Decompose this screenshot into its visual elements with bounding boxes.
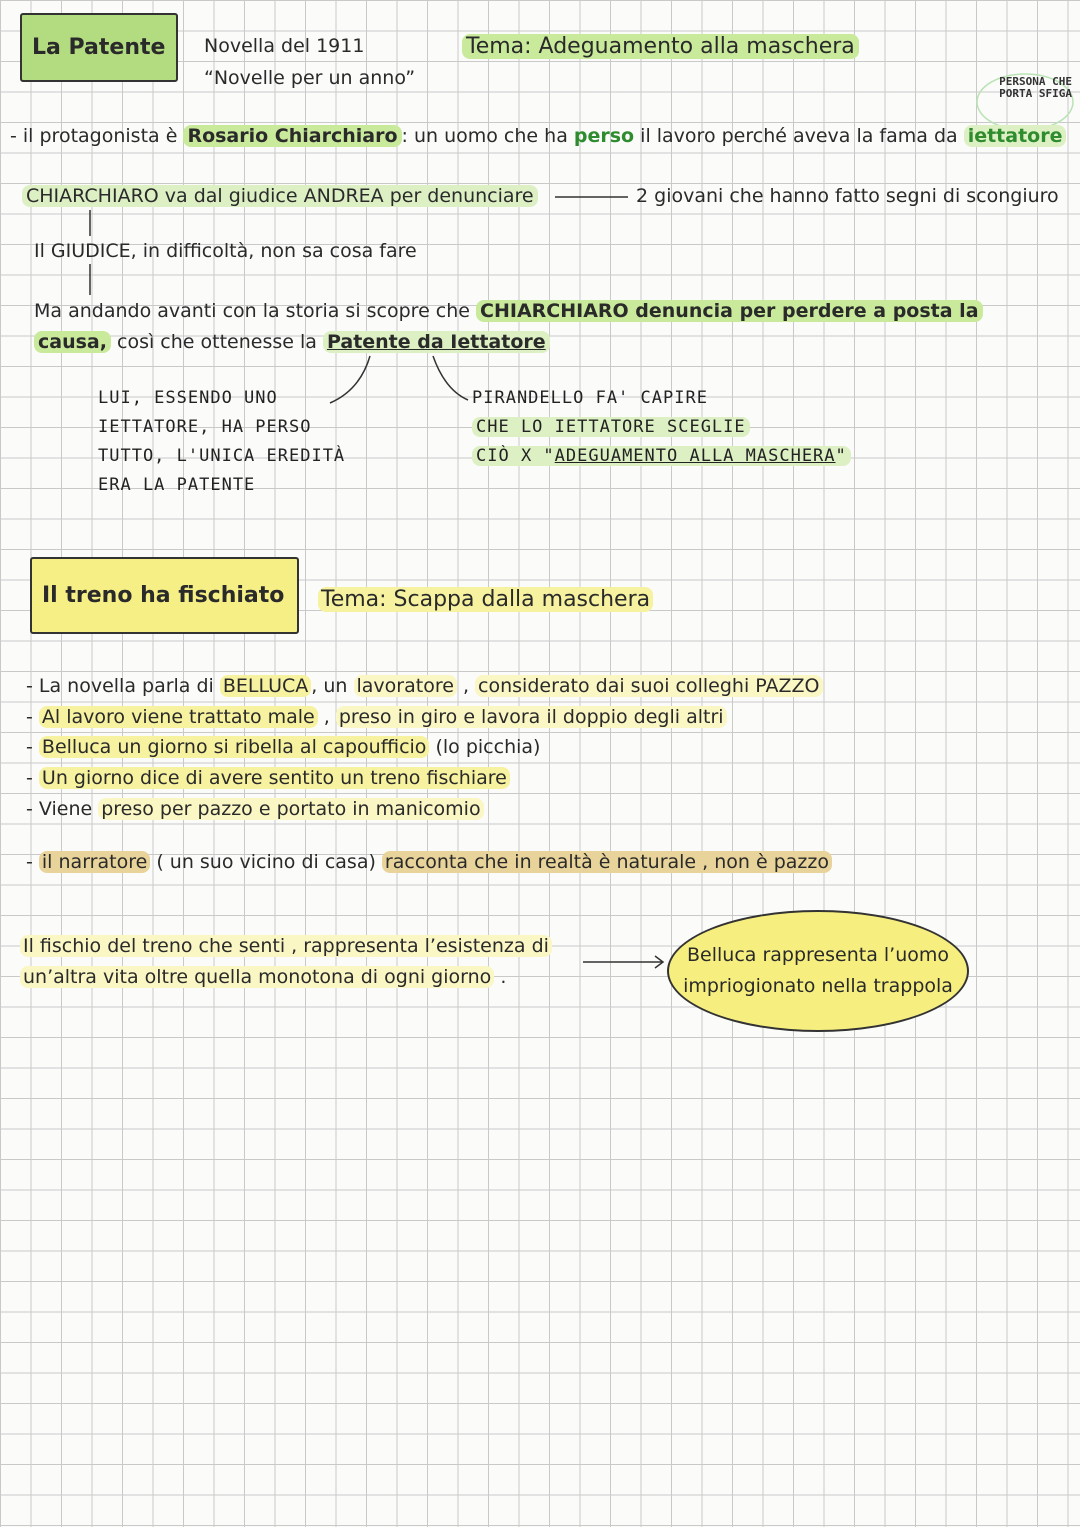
note-line: [472, 413, 851, 442]
fischio-line-2: [20, 965, 506, 989]
text-span: preso per pazzo e portato in manicomio: [98, 798, 483, 820]
note-line: [472, 442, 851, 471]
text-span: - Viene: [26, 798, 99, 820]
protagonist-name: Rosario Chiarchiaro: [183, 125, 401, 147]
text-span: -: [26, 706, 39, 728]
text-span: Al lavoro viene trattato male: [39, 706, 318, 728]
margin-note-line: PORTA SFIGA: [999, 87, 1072, 100]
novella-collection: “Novelle per un anno”: [204, 67, 416, 89]
storia-line-2: [34, 330, 550, 354]
text-span: un’altra vita oltre quella monotona di ogni giorno: [20, 966, 494, 988]
text-span: CHIARCHIARO denuncia per perdere a posta la: [476, 300, 982, 322]
text-span: considerato dai suoi colleghi PAZZO: [475, 675, 822, 697]
text-span: .: [494, 966, 507, 988]
theme-text: Tema: Scappa dalla maschera: [318, 587, 653, 612]
text-span: preso in giro e lavora il doppio degli altri: [336, 706, 727, 728]
text-span: BELLUCA: [220, 675, 311, 697]
note-line: LUI, ESSENDO UNO: [98, 388, 278, 408]
denuncia-right: 2 giovani che hanno fatto segni di scongiuro: [636, 185, 1059, 207]
bullet-5: [26, 797, 484, 821]
section-title-treno: [30, 557, 299, 634]
iettatore-word: iettatore: [964, 125, 1067, 147]
text-span: così che ottenesse la: [110, 331, 323, 353]
text-span: - La novella parla di: [26, 675, 220, 697]
margin-note-line: PERSONA CHE: [999, 75, 1072, 88]
section-title-text: La Patente: [32, 35, 166, 60]
theme-text: Tema: Adeguamento alla maschera: [462, 34, 859, 59]
section-title-text: Il treno ha fischiato: [42, 583, 285, 608]
text-span: ,: [456, 675, 476, 697]
belluca-ellipse: [667, 910, 969, 1032]
patente-link-text: Patente da Iettatore: [323, 331, 550, 353]
giudice-line: Il GIUDICE, in difficoltà, non sa cosa fare: [34, 240, 417, 262]
text-span: : un uomo che ha: [401, 125, 574, 147]
left-note: [98, 384, 345, 500]
note-line: TUTTO, L'UNICA EREDITÀ: [98, 446, 346, 466]
text-span: -: [26, 736, 39, 758]
text-span: CHIARCHIARO va dal giudice ANDREA per denunciare: [22, 185, 538, 207]
denuncia-left: [22, 184, 538, 208]
text-span: - il protagonista è: [10, 125, 184, 147]
ellipse-line: impriogionato nella trappola: [683, 975, 953, 997]
text-span: -: [26, 851, 39, 873]
section-title-la-patente: [20, 13, 178, 82]
text-span: (lo picchia): [429, 736, 541, 758]
bullet-1: [26, 674, 823, 698]
text-span: , un: [311, 675, 354, 697]
ellipse-line: Belluca rappresenta l’uomo: [687, 944, 949, 966]
text-span: il narratore: [39, 851, 150, 873]
text-span: lavoratore: [354, 675, 457, 697]
text-span: Il fischio del treno che senti , rappresenta l’esistenza di: [20, 935, 552, 957]
theme-heading-2: [318, 586, 653, 614]
bullet-4: [26, 766, 510, 790]
text-span: il lavoro perché aveva la fama da: [634, 125, 964, 147]
text-span: Ma andando avanti con la storia si scopre che: [34, 300, 477, 322]
text-span: -: [26, 767, 39, 789]
note-line: IETTATORE, HA PERSO: [98, 417, 312, 437]
bullet-2: [26, 705, 727, 729]
protagonist-line: [10, 124, 1066, 148]
theme-heading: [462, 33, 859, 61]
text-span: CIÒ X ": [476, 446, 555, 466]
text-span: racconta che in realtà è naturale , non è pazzo: [382, 851, 832, 873]
text-span: ": [835, 446, 847, 466]
storia-line-1: [34, 299, 983, 323]
bullet-3: [26, 735, 540, 759]
note-line: ERA LA PATENTE: [98, 475, 256, 495]
margin-note: [960, 76, 1072, 100]
text-span: Belluca un giorno si ribella al capoufficio: [39, 736, 430, 758]
novella-date: Novella del 1911: [204, 35, 365, 57]
right-note: [472, 384, 851, 471]
text-span: causa,: [34, 331, 111, 353]
fischio-line-1: [20, 934, 552, 958]
text-span: Un giorno dice di avere sentito un treno fischiare: [39, 767, 510, 789]
perso-word: perso: [573, 125, 635, 147]
text-span: CHE LO IETTATORE SCEGLIE: [472, 417, 750, 437]
text-span: ,: [317, 706, 336, 728]
text-span: ( un suo vicino di casa): [150, 851, 382, 873]
note-line: PIRANDELLO FA' CAPIRE: [472, 388, 708, 408]
narratore-line: [26, 850, 832, 874]
text-span: ADEGUAMENTO ALLA MASCHERA: [554, 446, 836, 466]
